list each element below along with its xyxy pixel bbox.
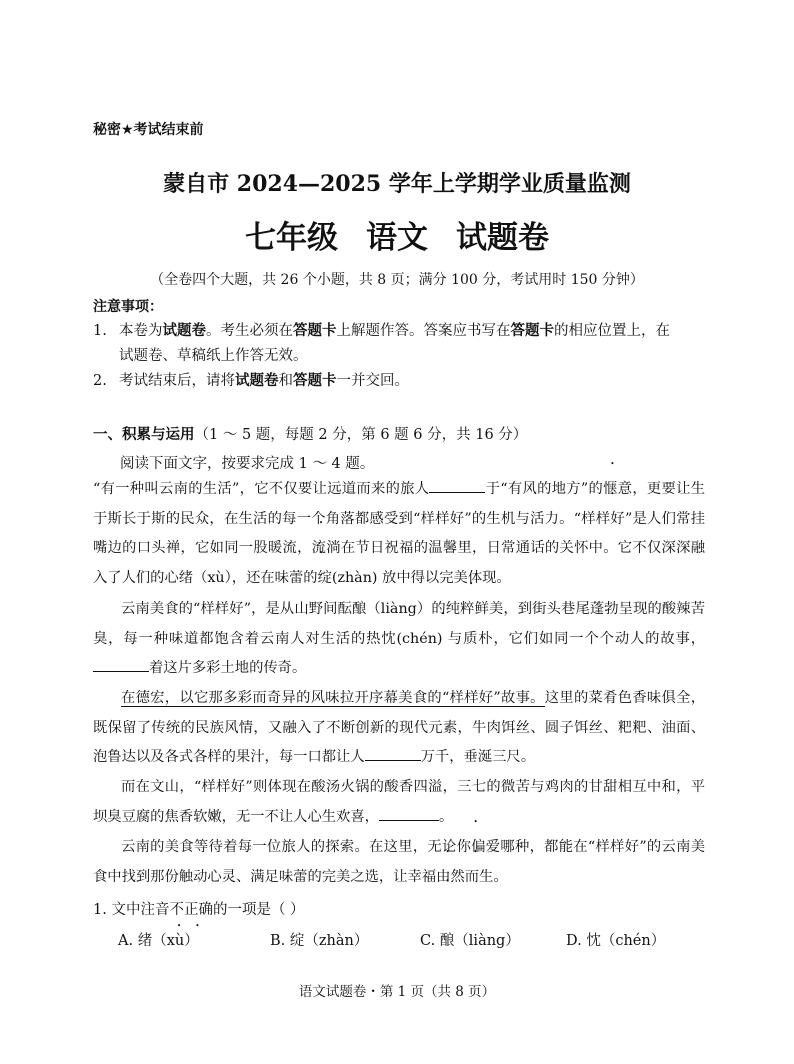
- exam-title: 蒙自市 2024—2025 学年上学期学业质量监测: [163, 171, 631, 197]
- dotted-word: 不正确 • •: [169, 902, 213, 918]
- note-bold: 试题卷: [162, 323, 206, 339]
- passage-paragraph-5: [93, 833, 705, 892]
- fill-blank: [379, 806, 439, 821]
- reading-instruction: 阅读下面文字，按要求完成 1 ～ 4 题。: [120, 456, 375, 472]
- note-text: 和: [278, 373, 293, 389]
- question-1: [93, 898, 305, 919]
- note-item-1: [93, 319, 670, 340]
- passage-text: 鲜美，到街头巷尾蓬勃呈现的酸辣苦臭，每一种味道都饱含着云南人对生活的热忱(chén) 与质朴，它们如同一个个动人的故事，: [93, 601, 706, 647]
- note-text: 一并交回。: [336, 373, 409, 389]
- question-text: 1. 文中注音: [93, 902, 170, 918]
- note-bold: 答题卡: [510, 323, 554, 339]
- passage-text: 云南美食的“样样好”，是从山野间酝酿（liàng）的: [121, 601, 446, 617]
- passage-text: 于“有风的地方”的: [485, 481, 604, 497]
- note-text: 考试结束后，请将: [119, 373, 235, 389]
- passage-paragraph-4: [93, 773, 705, 832]
- note-text: 。考生必须在: [206, 323, 293, 339]
- note-item-1-cont: 试题卷、草稿纸上作答无效。: [119, 348, 308, 364]
- passage-text: 着这片多彩土地的传奇。: [149, 660, 307, 676]
- section-title: 一、积累与运用: [93, 427, 195, 443]
- note-number: 1.: [93, 323, 107, 339]
- note-text: 的相应位置上，在: [554, 323, 670, 339]
- exam-subject-title: [0, 212, 794, 257]
- option-c[interactable]: C. 酿（liàng）: [420, 933, 520, 949]
- passage-paragraph-1: [93, 475, 705, 593]
- passage-paragraph-2: [93, 595, 705, 684]
- passage-paragraph-3: [93, 684, 705, 773]
- dotted-word: 纯粹 • •: [446, 601, 475, 617]
- note-bold: 答题卡: [293, 323, 337, 339]
- paper-label: 试题卷: [456, 220, 549, 256]
- option-b[interactable]: B. 绽（zhàn）: [270, 933, 369, 949]
- passage-text: 这里的菜肴色香味俱全，既保留了传统的民族风情，又融入了不断创新的现代元素，牛肉饵丝、圆子饵丝、粑粑、油面、泡鲁达以及各式各样的果汁，每一口都让人: [93, 690, 705, 765]
- note-item-2: [93, 369, 409, 390]
- passage-text: “有一种叫云南的生活”，它不仅要让远道而来的旅人: [93, 481, 430, 497]
- note-text: 上解题作答。答案应书写在: [336, 323, 511, 339]
- option-a[interactable]: A. 绪（xù）: [118, 933, 199, 949]
- dotted-word: 惬意 • •: [603, 481, 632, 497]
- note-bold: 试题卷: [235, 373, 279, 389]
- subject-label: 语文: [366, 220, 428, 256]
- question-text: 的一项是（ ）: [212, 902, 305, 918]
- fill-blank: [365, 746, 421, 761]
- underlined-sentence: 在德宏，以它那多彩而奇异的风味拉开序幕美食的“样样好”故事。: [121, 690, 545, 706]
- section-score-info: （1 ～ 5 题，每题 2 分，第 6 题 6 分，共 16 分）: [194, 427, 528, 443]
- note-text: 本卷为: [119, 323, 163, 339]
- passage-text: 。: [438, 808, 454, 825]
- passage-text: 万千，垂涎三尺。: [420, 749, 536, 765]
- dotted-word: 流淌 • •: [312, 540, 341, 556]
- fill-blank: [429, 478, 485, 493]
- note-number: 2.: [93, 373, 107, 389]
- passage-text: 在节日祝福的温馨里，日常通话的关怀中。它不仅深深融入了人们的心绪（xù），还在味蕾的绽(zhàn) 放中得以完美体现。: [93, 540, 705, 586]
- passage-text: 。: [493, 868, 508, 885]
- grade-label: 七年级: [245, 220, 338, 256]
- secret-label: 秘密★考试结束前: [93, 122, 204, 138]
- passage-text: 而在文山，“样样好”则体现在酸汤火锅的酸香四溢，三七的微苦与鸡肉的甘甜相互中和，平坝臭豆腐的焦香软嫩，无一不让人心生欢喜，: [93, 779, 705, 825]
- fill-blank: [93, 657, 149, 672]
- passage-text: ，更要让生于斯长于斯的民众，在生活的每一个角落都感受到“样样好”的生机与活力。“样样好”是人们常挂嘴边的口头禅，它如同一股暖流，: [93, 481, 706, 556]
- note-bold: 答题卡: [293, 373, 337, 389]
- page-footer: 语文试题卷・第 1 页（共 8 页）: [298, 984, 496, 1000]
- dotted-word: 由然而生 • • • •: [436, 869, 493, 885]
- option-d[interactable]: D. 忱（chén）: [566, 933, 666, 949]
- exam-info: （全卷四个大题，共 26 个小题，共 8 页；满分 100 分，考试用时 150 分钟）: [150, 272, 644, 288]
- section-heading: [93, 423, 527, 444]
- passage-text: 云南的美食等待着每一位旅人的探索。在这里，无论你偏爱哪种，都能在“样样好”的云南美食中找到那份触动心灵、满足味蕾的完美之选，让幸福: [93, 839, 705, 885]
- notes-heading: 注意事项：: [93, 299, 163, 315]
